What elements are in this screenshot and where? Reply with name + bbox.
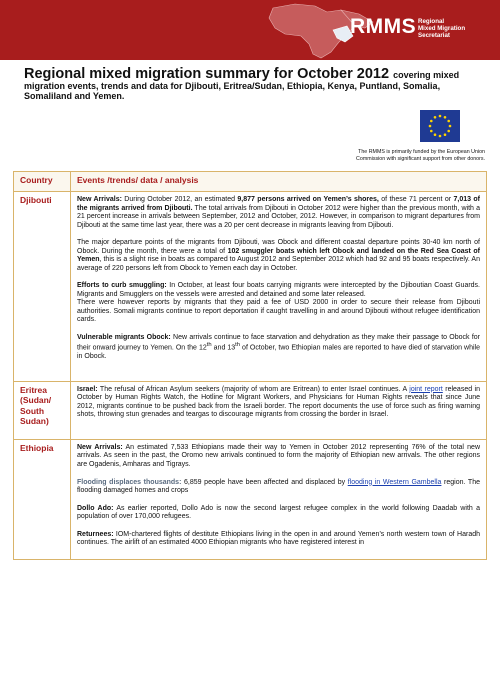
djibouti-smuggling: Efforts to curb smuggling: In October, at least four boats carrying migrants were intercepted by the Djiboutian Coast Guards. Migrants and Smugglers on the vessels were arrested and detained and some later released. There were however reports by migrants that they paid a fee of USD 2000 in order to secure their release from Djibouti authorities. Somali migrants continue to report deportation if caught travelling in and around Djibouti without refugee identification cards. [77,282,481,324]
djibouti-vulnerable: Vulnerable migrants Obock: New arrivals continue to face starvation and dehydration as they make their passage to Obock for their onward journey to Yemen. On the 12th and 13th of October, two Ethiopian males are reported to have died of starvation while in Obock. [77,333,480,361]
djibouti-departure-points: The major departure points of the migrants from Djibouti, was Obock and different coastal departure points 30-40 km north of Obock. During the month, there were a total of 102 smuggler boats which left Obock and landed on the Red Sea Coast of Yemen, this is a slight rise in boats as compared to August 2012 and September 2012 which had 92 and 95 boats respectively. An average of 220 persons left from Obock to Yemen each day in October. [77,239,480,272]
title-sub-inline: covering mixed [393,70,460,80]
funding-note: The RMMS is primarily funded by the European Union Commission with significant support from other donors. [356,149,485,162]
document-title [24,67,484,101]
events-ethiopia [71,439,487,559]
ethiopia-flooding: Flooding displaces thousands: 6,859 people have been affected and displaced by flooding in Western Gambella region. The flooding damaged homes and crops [77,478,480,495]
ethiopia-returnees: Returnees: IOM-chartered flights of destitute Ethiopians living in the open in and around Yemen’s north western town of Haradh continues. The airlift of an estimated 4000 Ethiopian migrants who have registered interest in [77,530,480,547]
ethiopia-new-arrivals: New Arrivals: An estimated 7,533 Ethiopians made their way to Yemen in October 2012 representing 76% of the total new arrivals. As seen in the past, the Oromo new arrivals continued to form the majority of Ethiopian new arrivals. The other regions are Ogadenis, Amharas and Tigrays. [77,443,480,469]
header-events: Events /trends/ data / analysis [71,172,487,192]
table-row-djibouti [14,192,487,382]
header-country: Country [14,172,71,192]
country-ethiopia: Ethiopia [14,439,71,559]
eritrea-israel: Israel: The refusal of African Asylum seekers (majority of whom are Eritrean) to enter Israel continues. A joint report released in October by Human Rights Watch, the Hotline for Migrant Workers, and Physicians for Human Rights reveals that since June 2012, migrants continue to be pushed back from the Israeli border. The report documents the use of force such as firing warning shots, throwing stun grenades and teargas to discourage migrants from crossing the border in Israel. [77,385,480,419]
events-eritrea [71,381,487,439]
title-main: Regional mixed migration summary for October 2012 [24,66,390,82]
table-row-ethiopia [14,439,487,559]
table-row-eritrea [14,381,487,439]
rmms-logo-subtitle: Regional Mixed Migration Secretariat [418,18,466,39]
djibouti-new-arrivals: New Arrivals: During October 2012, an estimated 9,877 persons arrived on Yemen’s shores, of these 71 percent or 7,013 of the migrants arrived from Djibouti. The total arrivals from Djibouti in October 2012 were higher than the previous month, with a 21 percent increase in arrivals between September, 2012 and October, 2012. However, in comparison to migrant departures from Djibouti at the same time last year, there was a 20 per cent decrease in migrants leaving from Djibouti. [77,196,480,229]
eu-flag-icon [420,110,460,142]
title-sub: migration events, trends and data for Djibouti, Eritrea/Sudan, Ethiopia, Kenya, Puntland, Somalia, Somaliland and Yemen. [24,81,441,101]
header-banner [0,0,500,60]
flooding-gambella-link[interactable]: flooding in Western Gambella [347,478,442,486]
joint-report-link[interactable]: joint report [409,385,443,393]
ethiopia-dollo-ado: Dollo Ado: As earlier reported, Dollo Ado is now the second largest refugee complex in the world following Daadab with a population of over 170,000 refugees. [77,504,480,521]
summary-table [13,171,487,560]
rmms-logo: RMMS [350,15,417,38]
table-header-row [14,172,487,192]
country-eritrea: Eritrea (Sudan/ South Sudan) [14,381,71,439]
country-djibouti: Djibouti [14,192,71,382]
events-djibouti [71,192,487,382]
